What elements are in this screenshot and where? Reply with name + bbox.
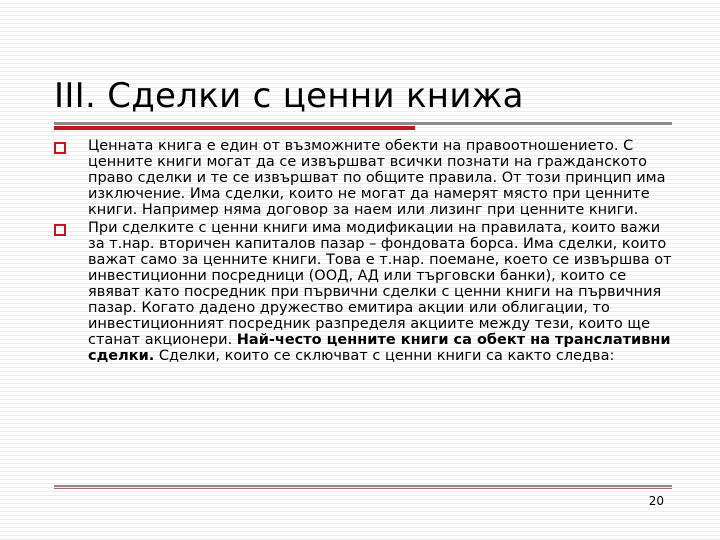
square-bullet-icon [54, 142, 66, 154]
bullet-text: Ценната книга е един от възможните обекти на правоотношението. С ценните книги могат да се извършват всички познати на гражданското право сделки и те се извършват по общите правила. От този принцип има изключение. Има сделки, които не могат да намерят място при ценните книги. Например няма договор за наем или лизинг при ценните книги. [88, 138, 666, 218]
title-accent-bar [54, 126, 415, 130]
bullet-text-part: При сделките с ценни книги има модификации на правилата, които важи за т.нар. вторичен капиталов пазар – фондовата борса. Има сделки, които важат само за ценните книги. Това е т.нар. поемане, което се извършва от инвестиционни посредници (ООД, АД или търговски банки), които се явяват като посредник при първични сделки с ценни книги на първичния пазар. Когато дадено дружество емитира акции или облигации, то инвестиционният посредник разпределя акциите между тези, които ще станат акционери. [88, 220, 672, 348]
square-bullet-icon [54, 224, 66, 236]
bullet-item [54, 138, 674, 218]
page-number: 20 [648, 494, 664, 508]
bullet-text-bold: Най-често ценните книги са обект на транслативни сделки. [88, 332, 671, 364]
slide-body [54, 138, 674, 366]
bullet-item [54, 220, 674, 364]
bullet-text-part: Сделки, които се сключват с ценни книги са както следва: [154, 348, 615, 364]
title-divider [54, 122, 672, 125]
footer-accent-line [54, 488, 672, 489]
footer-divider [54, 485, 672, 487]
bullet-text [88, 220, 674, 364]
slide-title: III. Сделки с ценни книжа [54, 76, 524, 116]
